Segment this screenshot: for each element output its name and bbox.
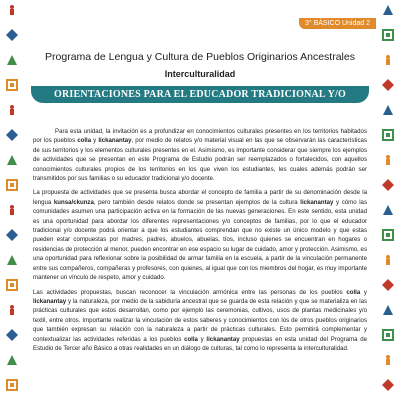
text-run: , por medio de relatos y/o material visual en las que se observarán las características de sus territorios y los elementos culturales presentes en el. Asimismo, es importante considerar que siempre los ejemplos de actividades que se presentan en este Programa de Estudio podrán ser reemplazados o fortalecidos, con aquellos conocimientos culturales propios de los territorios en los que viven los estudiantes, les cuales además podrán ser transmitidos por sus familias o su educador tradicional y/o docente. (33, 137, 367, 183)
page-title: Programa de Lengua y Cultura de Pueblos Originarios Ancestrales (45, 51, 355, 63)
page-subtitle: Interculturalidad (164, 69, 236, 79)
bold-term: colla (184, 335, 198, 343)
indigenous-motif-icon (6, 204, 18, 216)
bold-term: lickanantay (98, 137, 132, 145)
indigenous-motif-icon (382, 254, 394, 266)
text-run: y cómo las comunidades asumen una participación activa en la formación de las nuevas generaciones. En este sentido, esta unidad es una oportunidad para abordar los diferentes representaciones y/o conceptos de familias, por lo que el educador tradicional y/o docente podrá orientar a que los estudiantes comprendan que no existe un único modelo y que estas pueden estar compuestas por madres, padres, abuelos, abuelas, tíos, incluso quienes se encuentran en hogares o residencias de protección al menor, pueden encontrar en ese espacio su lugar de cuidado, amor y protección. Asimismo, es una oportunidad para reflexionar sobre la posibilidad de armar familia en la escuela, a partir de la vinculación permanente entre sus compañeros, compañeras y profesores, con quienes, al igual que con los miembros del hogar, es muy importante mantener un vínculo de respeto, amor y cuidado. (33, 198, 367, 282)
text-run: Para esta unidad, la invitación es a profundizar en conocimientos culturales presentes en los territorios habitados por los pueblos (33, 128, 367, 145)
indigenous-motif-icon (6, 4, 18, 16)
indigenous-motif-icon (6, 304, 18, 316)
paragraph (33, 127, 367, 183)
indigenous-motif-icon (382, 29, 394, 41)
indigenous-motif-icon (6, 329, 18, 341)
indigenous-motif-icon (6, 79, 18, 91)
bold-term: lickanantay (33, 297, 67, 305)
body-text (33, 127, 367, 353)
indigenous-motif-icon (6, 29, 18, 41)
indigenous-motif-icon (382, 179, 394, 191)
text-run: y la naturaleza, por medio de la sabiduría ancestral que se guarda de esta relación y que se materializa en las prácticas culturales que estos desarrollan, como por ejemplo las ceremonias, cultivos, usos de plantas medicinales y/o textil, entre otros. Importante realizar la vinculación de estos saberes y conocimientos con los de otros pueblos originarios que también expresan su relación con la naturaleza a partir de prácticas culturales. Esto permitirá complementar y contextualizar las actividades referidas a los pueblos (33, 297, 367, 343)
indigenous-motif-icon (382, 304, 394, 316)
indigenous-motif-icon (6, 279, 18, 291)
indigenous-motif-icon (6, 104, 18, 116)
indigenous-motif-icon (382, 129, 394, 141)
indigenous-motif-icon (382, 104, 394, 116)
indigenous-motif-icon (382, 79, 394, 91)
right-decorative-border (376, 0, 400, 400)
indigenous-motif-icon (6, 179, 18, 191)
indigenous-motif-icon (382, 354, 394, 366)
text-run: y (360, 288, 367, 296)
indigenous-motif-icon (382, 379, 394, 391)
indigenous-motif-icon (6, 54, 18, 66)
indigenous-motif-icon (382, 279, 394, 291)
bold-term: lickanantay (206, 335, 240, 343)
text-run: La propuesta de actividades que se presenta busca abordar el concepto de familia a partir de su denominación desde la lengua (33, 189, 367, 206)
indigenous-motif-icon (382, 229, 394, 241)
indigenous-motif-icon (382, 329, 394, 341)
indigenous-motif-icon (6, 254, 18, 266)
indigenous-motif-icon (382, 204, 394, 216)
paragraph (33, 288, 367, 354)
text-run: Las actividades propuestas, buscan reconocer la vinculación armónica entre las personas de los pueblos (33, 288, 347, 296)
indigenous-motif-icon (6, 354, 18, 366)
bold-term: colla (346, 288, 361, 296)
grade-unit-badge: 3° BÁSICO Unidad 2 (299, 18, 376, 29)
text-run: y (197, 335, 207, 343)
bold-term: lickanantay (300, 198, 334, 206)
bold-term: colla (77, 137, 92, 145)
indigenous-motif-icon (382, 4, 394, 16)
text-run: , pero también desde relatos donde se presentan ejemplos de la cultura (93, 198, 301, 206)
text-run: propuestas en esta unidad del Programa de Estudio de Tercer año Básico a otras realidades en un diálogo de culturas, tal como lo representa la interculturalidad. (33, 335, 367, 352)
indigenous-motif-icon (6, 229, 18, 241)
indigenous-motif-icon (6, 154, 18, 166)
indigenous-motif-icon (6, 129, 18, 141)
indigenous-motif-icon (6, 379, 18, 391)
indigenous-motif-icon (382, 54, 394, 66)
section-banner: ORIENTACIONES PARA EL EDUCADOR TRADICIONAL Y/O DOCENTE (31, 86, 369, 103)
indigenous-motif-icon (382, 154, 394, 166)
left-decorative-border (0, 0, 24, 400)
paragraph (33, 188, 367, 282)
text-run: y (91, 137, 99, 145)
bold-term: kunsa/ckunza (53, 198, 94, 206)
